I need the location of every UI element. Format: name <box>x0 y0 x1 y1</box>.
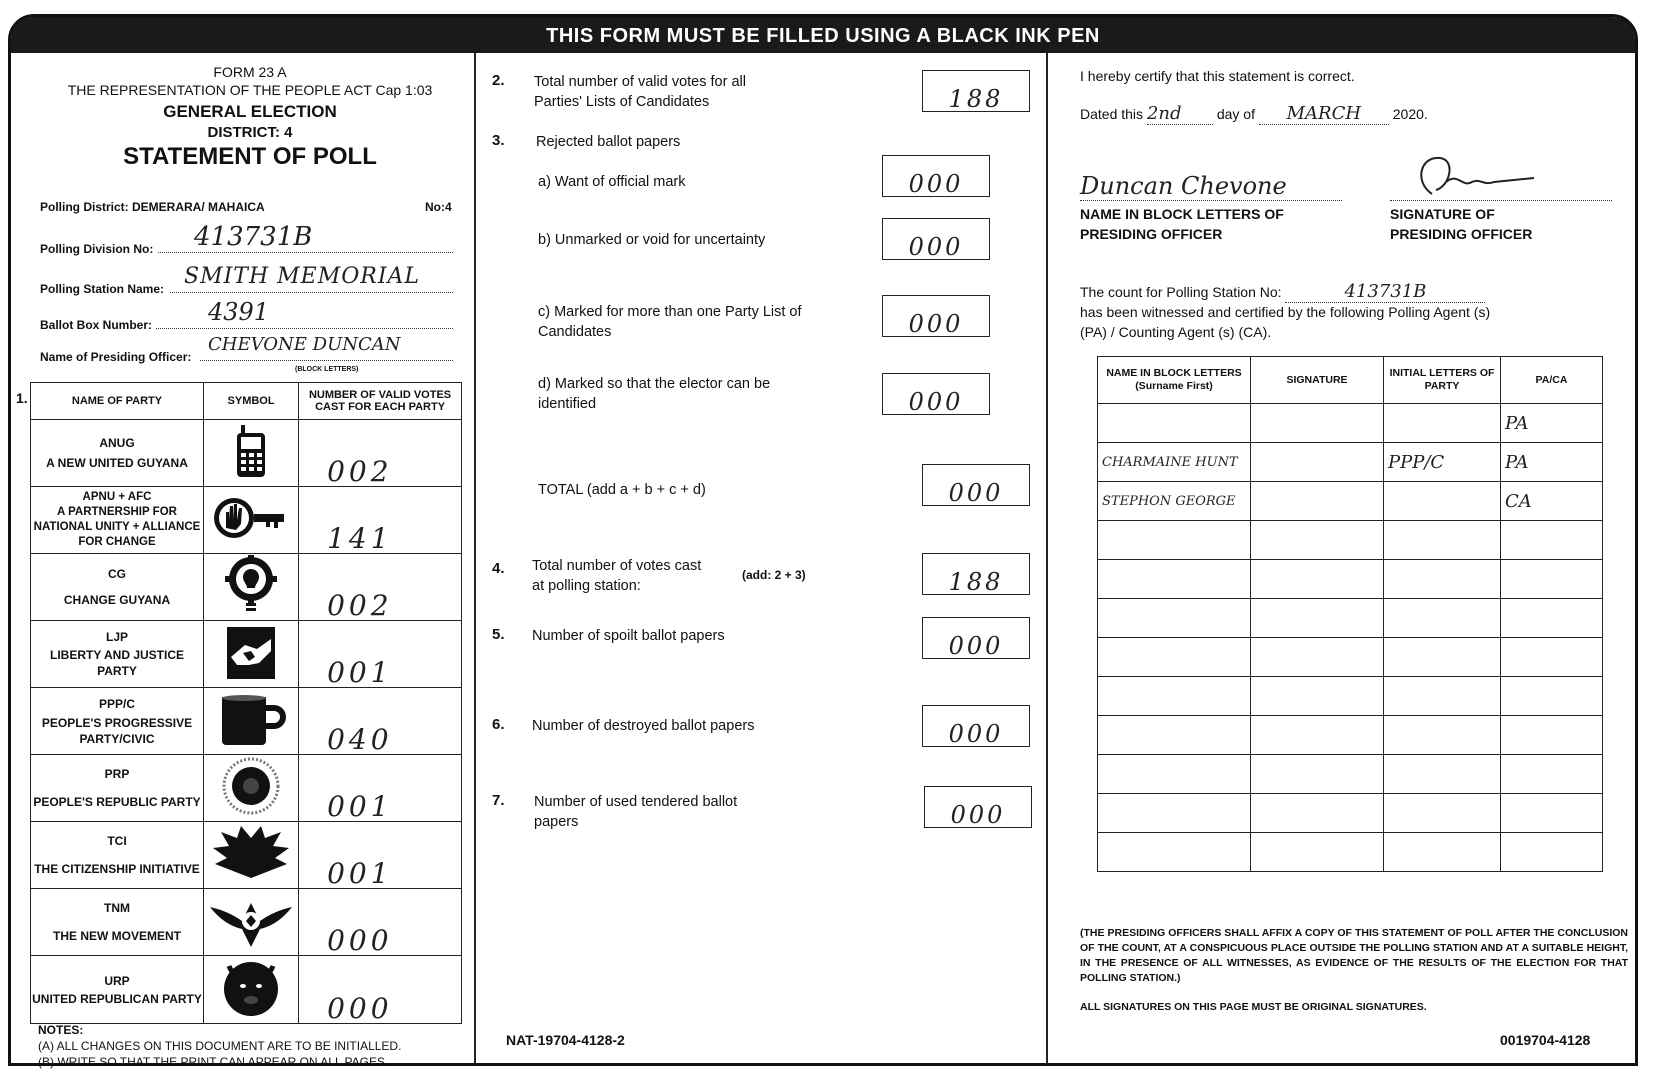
affix-instruction: (THE PRESIDING OFFICERS SHALL AFFIX A COPY OF THIS STATEMENT OF POLL AFTER THE CONCLUSION OF THE COUNT, AT A CONSPICUOUS PLACE OUTSIDE THE POLLING STATION AND AT A SUITABLE HEIGHT, IN THE PRESENCE OF ALL WITNESSES, AS EVIDENCE OF THE RESULTS OF THE ELECTION FOR THAT POLLING STATION.) <box>1080 927 1628 984</box>
leaf-burst-icon <box>204 822 299 889</box>
agent-row <box>1098 560 1603 599</box>
party-name: A NEW UNITED GUYANA <box>46 456 188 470</box>
agent-party-cell[interactable] <box>1384 833 1501 872</box>
item-3-label: Rejected ballot papers <box>536 134 681 150</box>
item-4-number: 4. <box>492 560 505 577</box>
page-title: STATEMENT OF POLL <box>123 143 377 170</box>
item-5-box[interactable] <box>922 617 1030 659</box>
original-signatures-note: ALL SIGNATURES ON THIS PAGE MUST BE ORIGINAL SIGNATURES. <box>1080 1001 1427 1013</box>
officer-field[interactable] <box>200 334 453 361</box>
agent-party-cell[interactable] <box>1384 404 1501 443</box>
party-abbr: URP <box>104 973 130 988</box>
column-divider-right <box>1046 53 1048 1063</box>
item-7-box[interactable] <box>924 786 1032 828</box>
party-name: LIBERTY AND JUSTICE PARTY <box>49 648 184 678</box>
right-footer-code: 0019704-4128 <box>1500 1032 1591 1048</box>
agent-role-cell[interactable] <box>1501 521 1603 560</box>
party-name: UNITED REPUBLICAN PARTY <box>32 991 202 1006</box>
officer-signature-label: SIGNATURE OF PRESIDING OFFICER <box>1390 206 1533 242</box>
ballot-field[interactable] <box>156 298 453 329</box>
hand-key-icon <box>204 487 299 554</box>
agent-role-cell[interactable] <box>1501 560 1603 599</box>
party-abbr: TCI <box>107 834 127 848</box>
item-3-number: 3. <box>492 132 505 149</box>
officer-name-field[interactable] <box>1080 172 1342 201</box>
agent-party-cell[interactable] <box>1384 521 1501 560</box>
party-abbr: PPP/C <box>98 696 135 711</box>
party-row-tnm <box>31 889 462 956</box>
votes-cell[interactable] <box>299 956 462 1024</box>
agent-role-cell[interactable]: CA <box>1501 482 1603 521</box>
rejected-a-value: 000 <box>908 170 964 198</box>
agent-name-cell[interactable] <box>1098 521 1251 560</box>
votes-value: 002 <box>327 589 393 622</box>
agents-header-name: NAME IN BLOCK LETTERS (Surname First) <box>1098 357 1251 404</box>
dated-day[interactable]: 2nd <box>1147 104 1213 125</box>
count-witness-text: has been witnessed and certified by the following Polling Agent (s) (PA) / Counting Agent (s) (CA). <box>1080 304 1491 340</box>
agent-party-cell[interactable] <box>1384 482 1501 521</box>
agent-row <box>1098 404 1603 443</box>
officer-name-label: NAME IN BLOCK LETTERS OF PRESIDING OFFICER <box>1080 206 1284 242</box>
party-name: THE NEW MOVEMENT <box>53 929 181 943</box>
polling-district-number: No:4 <box>425 200 452 214</box>
party-row-urp <box>31 956 462 1024</box>
agent-signature-cell[interactable] <box>1251 521 1384 560</box>
agent-role-cell[interactable]: PA <box>1501 443 1603 482</box>
item-7-label: Number of used tendered ballot papers <box>534 794 738 830</box>
item-4-label: Total number of votes cast at polling station: <box>532 558 702 594</box>
cup-icon <box>204 688 299 755</box>
agent-signature-cell[interactable] <box>1251 833 1384 872</box>
dated-year: 2020. <box>1392 106 1428 122</box>
party-name: CHANGE GUYANA <box>63 593 171 607</box>
party-abbr: LJP <box>105 630 128 644</box>
agent-role-cell[interactable] <box>1501 599 1603 638</box>
middle-footer-code: NAT-19704-4128-2 <box>506 1032 625 1048</box>
item-6-box[interactable] <box>922 705 1030 747</box>
votes-value: 001 <box>327 857 393 890</box>
agent-signature-cell[interactable] <box>1251 638 1384 677</box>
agents-header-role: PA/CA <box>1501 357 1603 404</box>
agent-row <box>1098 677 1603 716</box>
votes-value: 001 <box>327 790 393 823</box>
agent-role-cell[interactable] <box>1501 638 1603 677</box>
polling-district-label: Polling District: DEMERARA/ MAHAICA <box>40 200 265 214</box>
division-field[interactable] <box>158 222 453 253</box>
item-2-box[interactable] <box>922 70 1030 112</box>
agent-name-cell[interactable] <box>1098 560 1251 599</box>
agent-signature-cell[interactable] <box>1251 755 1384 794</box>
agent-party-cell[interactable] <box>1384 560 1501 599</box>
agent-row <box>1098 443 1603 482</box>
party-row-apnu-afc <box>31 487 462 554</box>
rejected-a-box[interactable] <box>882 155 990 197</box>
total-label: TOTAL (add a + b + c + d) <box>538 482 706 498</box>
sun-seal-icon <box>204 755 299 822</box>
dated-month[interactable]: MARCH <box>1259 104 1389 125</box>
item-7-value: 000 <box>950 801 1006 829</box>
votes-cell[interactable] <box>299 755 462 822</box>
agent-party-cell[interactable] <box>1384 755 1501 794</box>
signature-scribble-icon <box>1410 152 1540 200</box>
agents-header-signature: SIGNATURE <box>1251 357 1384 404</box>
notes-title: NOTES: <box>38 1023 84 1037</box>
party-name: THE CITIZENSHIP INITIATIVE <box>34 862 200 876</box>
agent-party-cell[interactable] <box>1384 599 1501 638</box>
agent-role-cell[interactable] <box>1501 755 1603 794</box>
header-votes: NUMBER OF VALID VOTES CAST FOR EACH PARTY <box>299 383 462 420</box>
certify-text: I hereby certify that this statement is correct. <box>1080 68 1355 84</box>
agent-row <box>1098 482 1603 521</box>
agent-name-cell[interactable] <box>1098 599 1251 638</box>
rejected-d-label: d) Marked so that the elector can be identified <box>538 376 771 412</box>
agent-role-cell[interactable] <box>1501 716 1603 755</box>
handshake-icon <box>204 621 299 688</box>
item-4-value: 188 <box>948 568 1004 596</box>
item-6-value: 000 <box>948 720 1004 748</box>
officer-value: CHEVONE DUNCAN <box>208 334 401 355</box>
votes-cell[interactable] <box>299 688 462 755</box>
station-field[interactable] <box>170 264 453 293</box>
votes-value: 001 <box>327 656 393 689</box>
votes-cell[interactable] <box>299 889 462 956</box>
agent-name-cell[interactable]: CHARMAINE HUNT <box>1098 443 1251 482</box>
dated-line <box>1080 104 1480 125</box>
item-4-add-note: (add: 2 + 3) <box>742 568 806 582</box>
agent-signature-cell[interactable] <box>1251 677 1384 716</box>
agent-name-cell[interactable] <box>1098 677 1251 716</box>
agent-row <box>1098 833 1603 872</box>
agent-name-cell[interactable] <box>1098 794 1251 833</box>
count-line <box>1080 282 1485 303</box>
note-b: (B) WRITE SO THAT THE PRINT CAN APPEAR ON ALL PAGES. <box>38 1055 389 1069</box>
agent-signature-cell[interactable] <box>1251 482 1384 521</box>
act-title: THE REPRESENTATION OF THE PEOPLE ACT Cap 1:03 <box>67 82 433 98</box>
votes-value: 000 <box>327 924 393 957</box>
agent-row <box>1098 521 1603 560</box>
dated-prefix: Dated this <box>1080 106 1144 122</box>
total-value: 000 <box>948 479 1004 507</box>
agent-name-cell[interactable]: STEPHON GEORGE <box>1098 482 1251 521</box>
votes-value: 002 <box>327 455 393 488</box>
officer-label: Name of Presiding Officer: <box>40 350 192 364</box>
header-party-name: NAME OF PARTY <box>31 383 204 420</box>
party-name: PEOPLE'S PROGRESSIVE PARTY/CIVIC <box>41 715 193 746</box>
election-title: GENERAL ELECTION <box>163 102 337 121</box>
party-row-pppc <box>31 688 462 755</box>
agent-signature-cell[interactable] <box>1251 404 1384 443</box>
item-6-label: Number of destroyed ballot papers <box>532 718 755 734</box>
party-row-prp <box>31 755 462 822</box>
votes-cell[interactable] <box>299 487 462 554</box>
column-divider-left <box>474 53 476 1063</box>
officer-name-value: Duncan Chevone <box>1080 172 1287 200</box>
agent-party-cell[interactable] <box>1384 677 1501 716</box>
rejected-c-value: 000 <box>908 310 964 338</box>
votes-value: 141 <box>327 522 393 555</box>
party-abbr: APNU + AFC <box>82 491 152 503</box>
rejected-a-label: a) Want of official mark <box>538 174 686 190</box>
agent-signature-cell[interactable] <box>1251 794 1384 833</box>
party-abbr: CG <box>108 567 126 581</box>
agent-party-cell[interactable]: PPP/C <box>1384 443 1501 482</box>
votes-cell[interactable] <box>299 621 462 688</box>
party-name: PEOPLE'S REPUBLIC PARTY <box>33 795 201 809</box>
agents-header-party: INITIAL LETTERS OF PARTY <box>1384 357 1501 404</box>
item-6-number: 6. <box>492 716 505 733</box>
ballot-label: Ballot Box Number: <box>40 318 153 332</box>
note-a: (A) ALL CHANGES ON THIS DOCUMENT ARE TO BE INITIALLED. <box>38 1039 402 1053</box>
lightbulb-gear-icon <box>204 554 299 621</box>
agent-name-cell[interactable] <box>1098 638 1251 677</box>
district-title: DISTRICT: 4 <box>207 124 293 141</box>
item-4-box[interactable] <box>922 553 1030 595</box>
party-row-tci <box>31 822 462 889</box>
agent-party-cell[interactable] <box>1384 794 1501 833</box>
item-2-number: 2. <box>492 72 505 89</box>
rejected-d-value: 000 <box>908 388 964 416</box>
count-prefix: The count for Polling Station No: <box>1080 284 1282 300</box>
agent-signature-cell[interactable] <box>1251 599 1384 638</box>
block-letters-note: (BLOCK LETTERS) <box>295 366 359 373</box>
votes-value: 000 <box>327 992 393 1025</box>
rejected-b-box[interactable] <box>882 218 990 260</box>
agent-role-cell[interactable]: PA <box>1501 404 1603 443</box>
votes-cell[interactable] <box>299 822 462 889</box>
notes <box>38 1022 401 1070</box>
agent-signature-cell[interactable] <box>1251 443 1384 482</box>
agent-name-cell[interactable] <box>1098 755 1251 794</box>
header-symbol: SYMBOL <box>204 383 299 420</box>
division-value: 413731B <box>194 222 313 252</box>
station-value: SMITH MEMORIAL <box>184 264 421 289</box>
agent-party-cell[interactable] <box>1384 716 1501 755</box>
agent-name-cell[interactable] <box>1098 716 1251 755</box>
item-5-label: Number of spoilt ballot papers <box>532 628 725 644</box>
agent-row <box>1098 716 1603 755</box>
rejected-c-box[interactable] <box>882 295 990 337</box>
agent-row <box>1098 638 1603 677</box>
rejected-b-value: 000 <box>908 233 964 261</box>
rejected-c-label: c) Marked for more than one Party List of Candidates <box>538 304 802 340</box>
item-7-number: 7. <box>492 792 505 809</box>
total-box[interactable] <box>922 464 1030 506</box>
item-2-label: Total number of valid votes for all Parties' Lists of Candidates <box>534 74 746 110</box>
votes-cell[interactable] <box>299 420 462 487</box>
party-abbr: ANUG <box>99 436 135 450</box>
party-row-ljp <box>31 621 462 688</box>
bull-icon <box>204 956 299 1024</box>
agent-name-cell[interactable] <box>1098 404 1251 443</box>
agent-role-cell[interactable] <box>1501 833 1603 872</box>
agent-row <box>1098 794 1603 833</box>
party-row-cg <box>31 554 462 621</box>
ballot-value: 4391 <box>208 298 270 326</box>
item-5-number: 5. <box>492 626 505 643</box>
agent-signature-cell[interactable] <box>1251 560 1384 599</box>
division-label: Polling Division No: <box>40 242 154 256</box>
party-votes-table <box>30 382 462 1024</box>
agent-row <box>1098 599 1603 638</box>
item-5-value: 000 <box>948 632 1004 660</box>
party-name: A PARTNERSHIP FOR NATIONAL UNITY + ALLIANCE FOR CHANGE <box>33 506 201 548</box>
form-header <box>40 64 460 171</box>
agent-role-cell[interactable] <box>1501 677 1603 716</box>
form-number: FORM 23 A <box>213 64 287 80</box>
party-abbr: PRP <box>104 767 130 781</box>
party-row-anug <box>31 420 462 487</box>
eagle-icon <box>204 889 299 956</box>
agent-row <box>1098 755 1603 794</box>
agents-table <box>1097 356 1603 872</box>
agent-name-cell[interactable] <box>1098 833 1251 872</box>
party-abbr: TNM <box>104 901 130 915</box>
rejected-b-label: b) Unmarked or void for uncertainty <box>538 232 766 248</box>
ink-instruction-banner: THIS FORM MUST BE FILLED USING A BLACK INK PEN <box>11 17 1635 53</box>
mobile-phone-icon <box>204 420 299 487</box>
votes-value: 040 <box>327 723 393 756</box>
party-table-header <box>31 383 462 420</box>
section-number-1: 1. <box>16 390 28 406</box>
rejected-d-box[interactable] <box>882 373 990 415</box>
agent-role-cell[interactable] <box>1501 794 1603 833</box>
item-2-value: 188 <box>948 85 1004 113</box>
agents-table-header <box>1098 357 1603 404</box>
station-label: Polling Station Name: <box>40 282 165 296</box>
officer-signature-field[interactable] <box>1390 178 1612 201</box>
agent-signature-cell[interactable] <box>1251 716 1384 755</box>
agent-party-cell[interactable] <box>1384 638 1501 677</box>
votes-cell[interactable] <box>299 554 462 621</box>
count-station-value[interactable]: 413731B <box>1285 282 1485 303</box>
dated-mid: day of <box>1216 106 1255 122</box>
